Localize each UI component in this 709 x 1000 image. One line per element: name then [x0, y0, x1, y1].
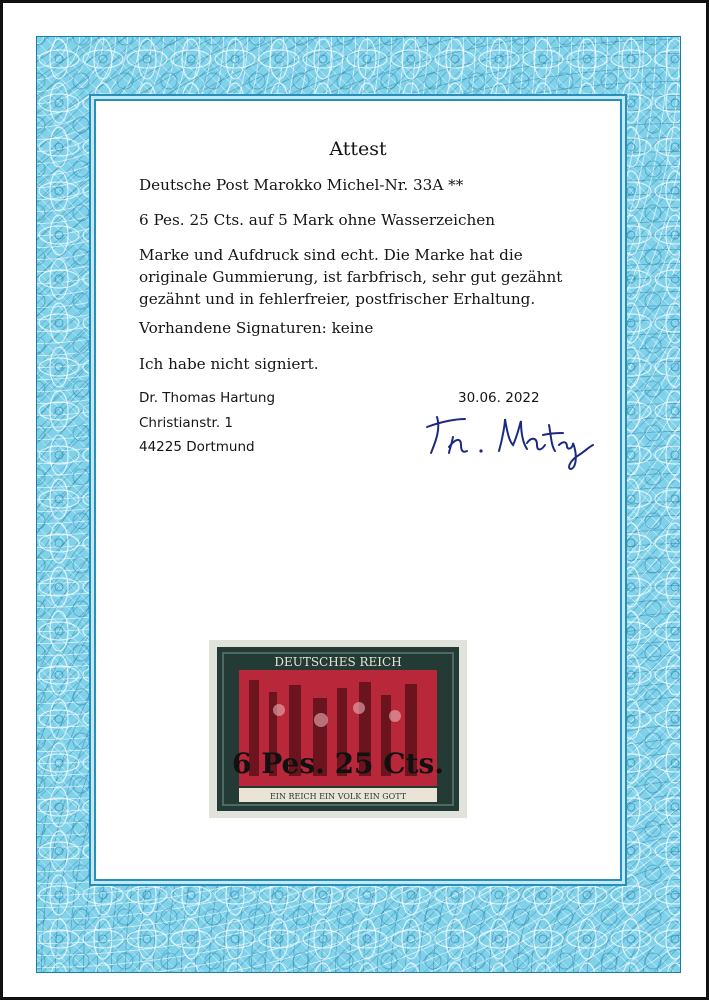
stamp-bottom-text: EIN REICH EIN VOLK EIN GOTT: [269, 792, 407, 801]
signatures-line: Vorhandene Signaturen: keine: [139, 319, 374, 337]
stamp-image: [209, 640, 467, 818]
not-signed-line: Ich habe nicht signiert.: [139, 355, 319, 373]
expert-signature: [423, 407, 603, 477]
expert-city: 44225 Dortmund: [139, 439, 255, 455]
expert-name: Dr. Thomas Hartung: [139, 390, 276, 406]
expert-street: Christianstr. 1: [139, 415, 233, 431]
item-line: Deutsche Post Marokko Michel-Nr. 33A **: [139, 176, 464, 194]
stamp-top-text: DEUTSCHES REICH: [274, 655, 402, 669]
description-line: 6 Pes. 25 Cts. auf 5 Mark ohne Wasserzeichen: [139, 211, 496, 229]
stamp-overprint: 6 Pes. 25 Cts.: [231, 747, 445, 780]
assessment-text: Marke und Aufdruck sind echt. Die Marke hat die originale Gummierung, ist farbfrisch, sehr gut gezähnt gezähnt und in fehlerfreier, postfrischer Erhaltung.: [139, 246, 563, 308]
certificate-date: 30.06. 2022: [458, 390, 540, 406]
certificate-title: Attest: [329, 138, 387, 160]
